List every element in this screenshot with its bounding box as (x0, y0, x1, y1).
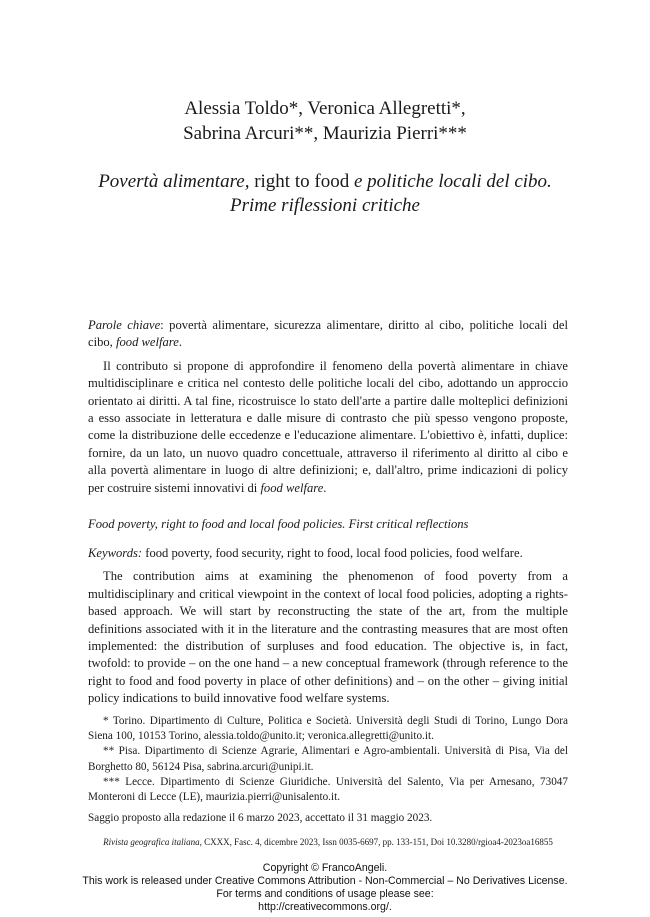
keywords-label-english: Keywords: (88, 546, 143, 560)
keywords-text-italian: : povertà alimentare, sicurezza alimentare, diritto al cibo, politiche locali del cibo, (88, 318, 568, 350)
license-line-2: This work is released under Creative Commons Attribution - Non-Commercial – No Derivatives License. (82, 875, 568, 887)
keywords-last-italian: food welfare (115, 335, 179, 350)
affiliation-note-3: *** Lecce. Dipartimento di Scienze Giuridiche. Università del Salento, Via per Arnesano, 73047 Monteroni di Lecce (LE), maurizia.pierri@unisalento.it. (88, 775, 568, 804)
authors-line-1: Alessia Toldo*, Veronica Allegretti*, (184, 98, 466, 119)
title-part-3: e politiche locali del cibo. (353, 171, 552, 192)
affiliation-note-1: * Torino. Dipartimento di Culture, Politica e Società. Università degli Studi di Torino, Lungo Dora Siena 100, 10153 Torino, alessia.toldo@unito.it; veronica.allegretti@unito.it. (88, 715, 568, 743)
license-link[interactable]: http://creativecommons.org/. (258, 901, 392, 913)
journal-citation (88, 836, 568, 848)
abstract-english (88, 545, 568, 708)
abstract-end-italian: . (323, 480, 327, 495)
authors-line-2: Sabrina Arcuri**, Maurizia Pierri*** (183, 123, 467, 144)
keywords-end-italian: . (178, 335, 182, 350)
abstract-body-italian (88, 358, 568, 497)
english-title: Food poverty, right to food and local food policies. First critical reflections (88, 517, 469, 531)
abstract-italian (88, 317, 568, 497)
paper-title (0, 170, 650, 218)
keywords-label-italian: Parole chiave (88, 318, 161, 332)
abstract-body-english: The contribution aims at examining the phenomenon of food poverty from a multidisciplinary and critical viewpoint in the context of local food policies, adopting a rights-based approach. We will start by reconstructing the state of the art, from the multiple definitions associated with it in the literature and the contrasting measures that are most often implemented: the distribution of surpluses and food education. The objective is, in fact, twofold: to provide – on the one hand – a new conceptual framework (through reference to the right to food and food poverty in place of other definitions) and – on the other – giving initial policy indications to build innovative food welfare systems. (88, 569, 568, 706)
license-notice (0, 862, 650, 914)
keywords-english (88, 545, 568, 562)
author-list (0, 96, 650, 146)
title-line-2: Prime riflessioni critiche (230, 195, 420, 216)
title-part-1: Povertà alimentare, (98, 171, 250, 192)
keywords-italian (88, 317, 568, 352)
license-line-1: Copyright © FrancoAngeli. (262, 862, 388, 874)
license-line-3: For terms and conditions of usage please see: (216, 888, 434, 900)
journal-name: Rivista geografica italiana (103, 837, 200, 847)
affiliation-notes (88, 714, 568, 826)
title-line-1 (0, 170, 650, 194)
submission-note: Saggio proposto alla redazione il 6 marzo 2023, accettato il 31 maggio 2023. (88, 812, 433, 825)
journal-details: , CXXX, Fasc. 4, dicembre 2023, Issn 0035-6697, pp. 133-151, Doi 10.3280/rgioa4-2023oa16855 (199, 837, 553, 847)
title-part-2: right to food (249, 171, 354, 192)
abstract-text-italian: Il contributo si propone di approfondire il fenomeno della povertà alimentare in chiave multidisciplinare e critica nel contesto delle politiche locali del cibo, adottando un approccio orientato ai diritti. A tal fine, ricostruisce lo stato dell'arte a partire dalle molteplici definizioni a esso associate in letteratura e dalle misure di contrasto che più spesso vengono proposte, come la distribuzione delle eccedenze e l'educazione alimentare. L'obiettivo è, infatti, duplice: fornire, da un lato, un nuovo quadro concettuale, attraverso il riferimento al diritto al cibo e alla povertà alimentare in luogo di altre definizioni; e, dall'altro, prime indicazioni di policy per costruire sistemi innovativi di (88, 358, 568, 495)
abstract-last-italian: food welfare (260, 480, 324, 495)
affiliation-note-2: ** Pisa. Dipartimento di Scienze Agrarie, Alimentari e Agro-ambientali. Università di Pisa, Via del Borghetto 80, 56124 Pisa, sabrina.arcuri@unipi.it. (88, 745, 568, 773)
keywords-text-english: food poverty, food security, right to food, local food policies, food welfare. (142, 546, 523, 560)
